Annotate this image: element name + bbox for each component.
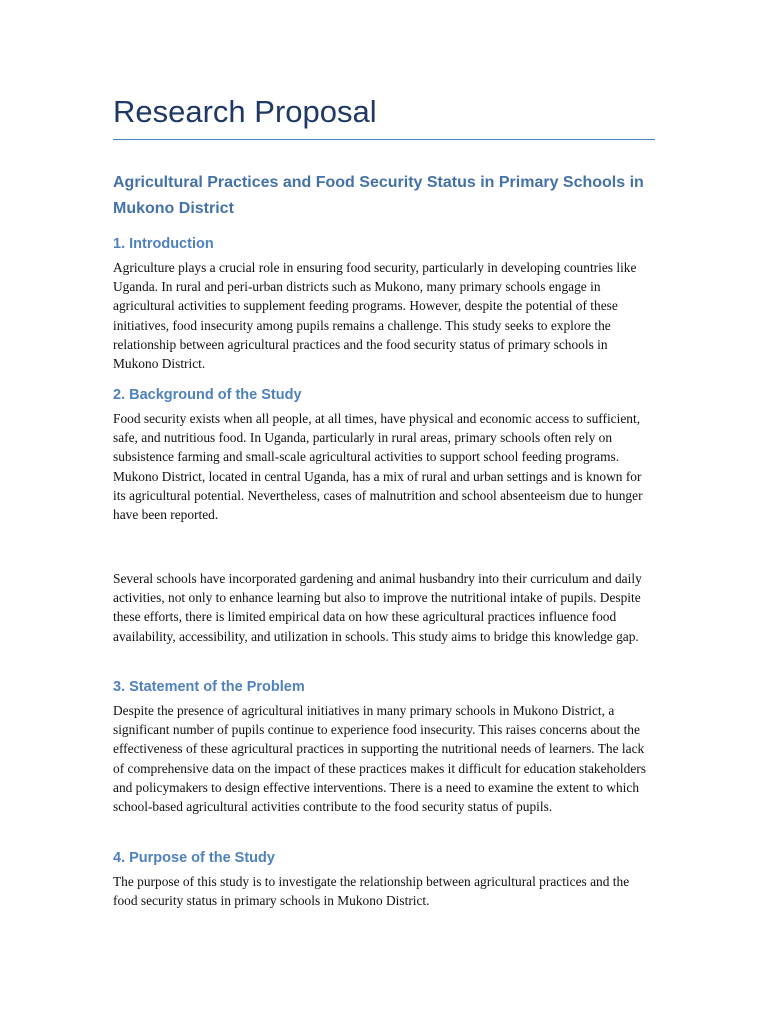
- title-divider: [113, 139, 655, 140]
- background-paragraph-1: Food security exists when all people, at all times, have physical and economic access to sufficient, safe, and nutritious food. In Uganda, particularly in rural areas, primary schools often rely on subsistence farming and small-scale agricultural activities to support school feeding programs. Mukono District, located in central Uganda, has a mix of rural and urban settings and is known for its agricultural potential. Nevertheless, cases of malnutrition and school absenteeism due to hunger have been reported.: [113, 411, 643, 523]
- section-heading-problem: 3. Statement of the Problem: [113, 679, 305, 695]
- introduction-paragraph: Agriculture plays a crucial role in ensuring food security, particularly in developing countries like Uganda. In rural and peri-urban districts such as Mukono, many primary schools engage in agricultural activities to supplement feeding programs. However, despite the potential of these initiatives, food insecurity among pupils remains a challenge. This study seeks to explore the relationship between agricultural practices and the food security status of primary schools in Mukono District.: [113, 260, 637, 372]
- problem-paragraph: Despite the presence of agricultural initiatives in many primary schools in Mukono District, a significant number of pupils continue to experience food insecurity. This raises concerns about the effectiveness of these agricultural practices in supporting the nutritional needs of learners. The lack of comprehensive data on the impact of these practices makes it difficult for education stakeholders and policymakers to design effective interventions. There is a need to examine the extent to which school-based agricultural activities contribute to the food security status of pupils.: [113, 703, 646, 815]
- document-subtitle: Agricultural Practices and Food Security Status in Primary Schools in Mukono District: [113, 174, 644, 217]
- section-heading-purpose: 4. Purpose of the Study: [113, 850, 275, 866]
- background-paragraph-2: Several schools have incorporated gardening and animal husbandry into their curriculum and daily activities, not only to enhance learning but also to improve the nutritional intake of pupils. Despite these efforts, there is limited empirical data on how these agricultural practices influence food availability, accessibility, and utilization in schools. This study aims to bridge this knowledge gap.: [113, 571, 642, 644]
- purpose-paragraph: The purpose of this study is to investigate the relationship between agricultural practices and the food security status in primary schools in Mukono District.: [113, 874, 630, 909]
- section-heading-background: 2. Background of the Study: [113, 387, 302, 403]
- document-title: Research Proposal: [113, 94, 377, 129]
- section-heading-introduction: 1. Introduction: [113, 236, 214, 252]
